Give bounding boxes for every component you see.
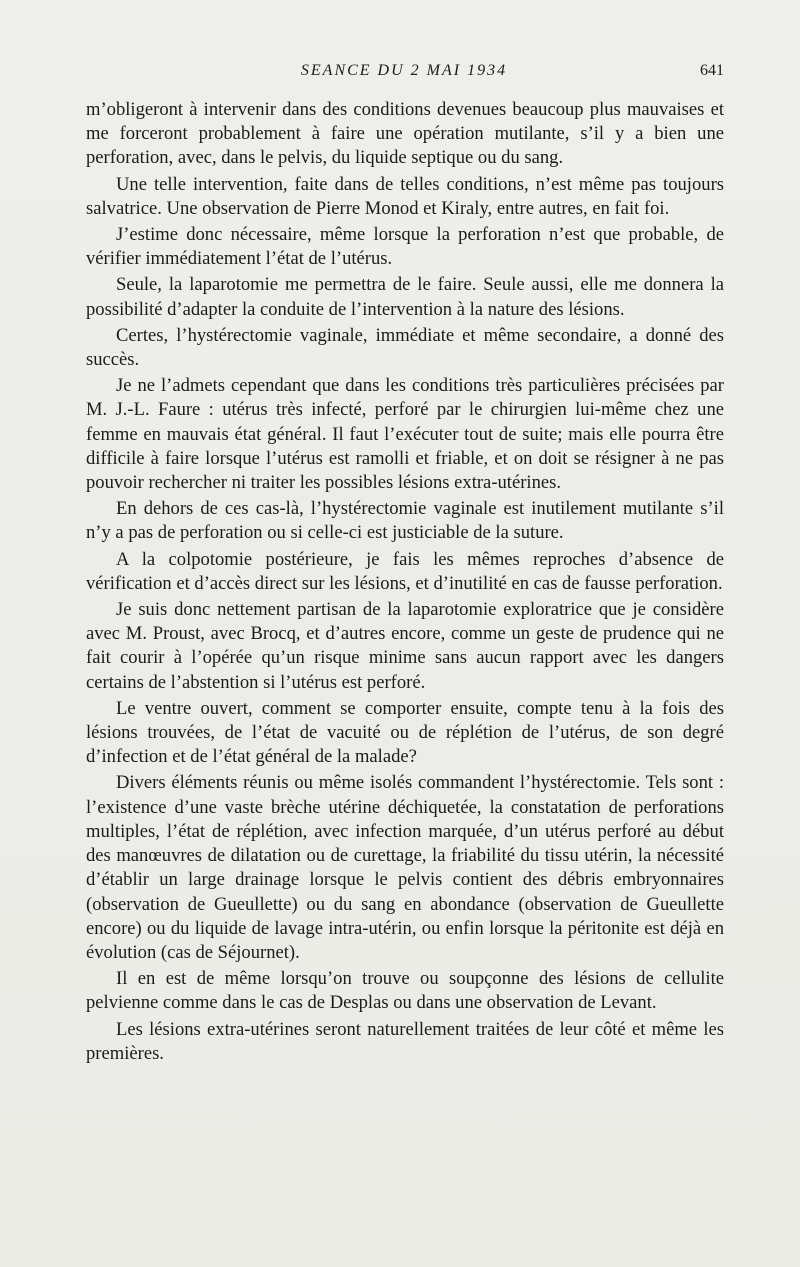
paragraph: Certes, l’hystérectomie vaginale, immédiate et même secondaire, a donné des succès. <box>86 324 724 371</box>
page-number: 641 <box>700 62 724 79</box>
paragraph: m’obligeront à intervenir dans des conditions devenues beaucoup plus mauvaises et me forceront probablement à faire une opération mutilante, s’il y a bien une perforation, avec, dans le pelvis, du liquide septique ou du sang. <box>86 99 724 169</box>
body-text <box>86 98 724 1068</box>
paragraph: En dehors de ces cas-là, l’hystérectomie vaginale est inutilement mutilante s’il n’y a pas de perforation ou si celle-ci est justiciable de la suture. <box>86 498 724 544</box>
paragraph: Les lésions extra-utérines seront naturellement traitées de leur côté et même les premières. <box>86 1018 724 1064</box>
paragraph: A la colpotomie postérieure, je fais les mêmes reproches d’absence de vérification et d’accès direct sur les lésions, et d’inutilité en cas de fausse perforation. <box>86 548 724 594</box>
running-title: SEANCE DU 2 MAI 1934 <box>300 62 508 79</box>
paragraph: Une telle intervention, faite dans de telles conditions, n’est même pas toujours salvatrice. Une observation de Pierre Monod et Kiraly, entre autres, en fait foi. <box>86 173 724 219</box>
paragraph: J’estime donc nécessaire, même lorsque la perforation n’est que probable, de vérifier immédiatement l’état de l’utérus. <box>86 224 724 270</box>
paragraph: Le ventre ouvert, comment se comporter ensuite, compte tenu à la fois des lésions trouvées, de l’état de vacuité ou de réplétion de l’utérus, de son degré d’infection et de l’état général de la malade? <box>86 697 724 768</box>
paragraph: Seule, la laparotomie me permettra de le faire. Seule aussi, elle me donnera la possibilité d’adapter la conduite de l’intervention à la nature des lésions. <box>86 274 724 320</box>
paragraph: Il en est de même lorsqu’on trouve ou soupçonne des lésions de cellulite pelvienne comme dans le cas de Desplas ou dans une observation de Levant. <box>86 968 724 1014</box>
paragraph: Divers éléments réunis ou même isolés commandent l’hystérectomie. Tels sont : l’existence d’une vaste brèche utérine déchiquetée, la constatation de perforations multiples, l’état de réplétion, avec infection marquée, d’un utérus perforé au début des manœuvres de dilatation ou de curettage, la friabilité du tissu utérin, la nécessité d’établir un large drainage lorsque le pelvis contient des débris embryonnaires (observation de Gueullette) ou du sang en abondance (observation de Gueullette encore) ou du liquide de lavage intra-utérin, ou enfin lorsque la péritonite est déjà en évolution (cas de Séjournet). <box>86 772 724 963</box>
running-header <box>84 58 724 88</box>
paragraph: Je ne l’admets cependant que dans les conditions très particulières précisées par M. J.-L. Faure : utérus très infecté, perforé par le chirurgien lui-même chez une femme en mauvais état général. Il faut l’exécuter tout de suite; mais elle pourra être difficile à faire lorsque l’utérus est ramolli et friable, et on doit se résigner à ne pas pouvoir rechercher ni traiter les possibles lésions extra-utérines. <box>86 375 724 494</box>
paragraph: Je suis donc nettement partisan de la laparotomie exploratrice que je considère avec M. Proust, avec Brocq, et d’autres encore, comme un geste de prudence qui ne fait courir à l’opérée qu’un risque minime sans aucun rapport avec les dangers certains de l’abstention si l’utérus est perforé. <box>86 599 724 693</box>
